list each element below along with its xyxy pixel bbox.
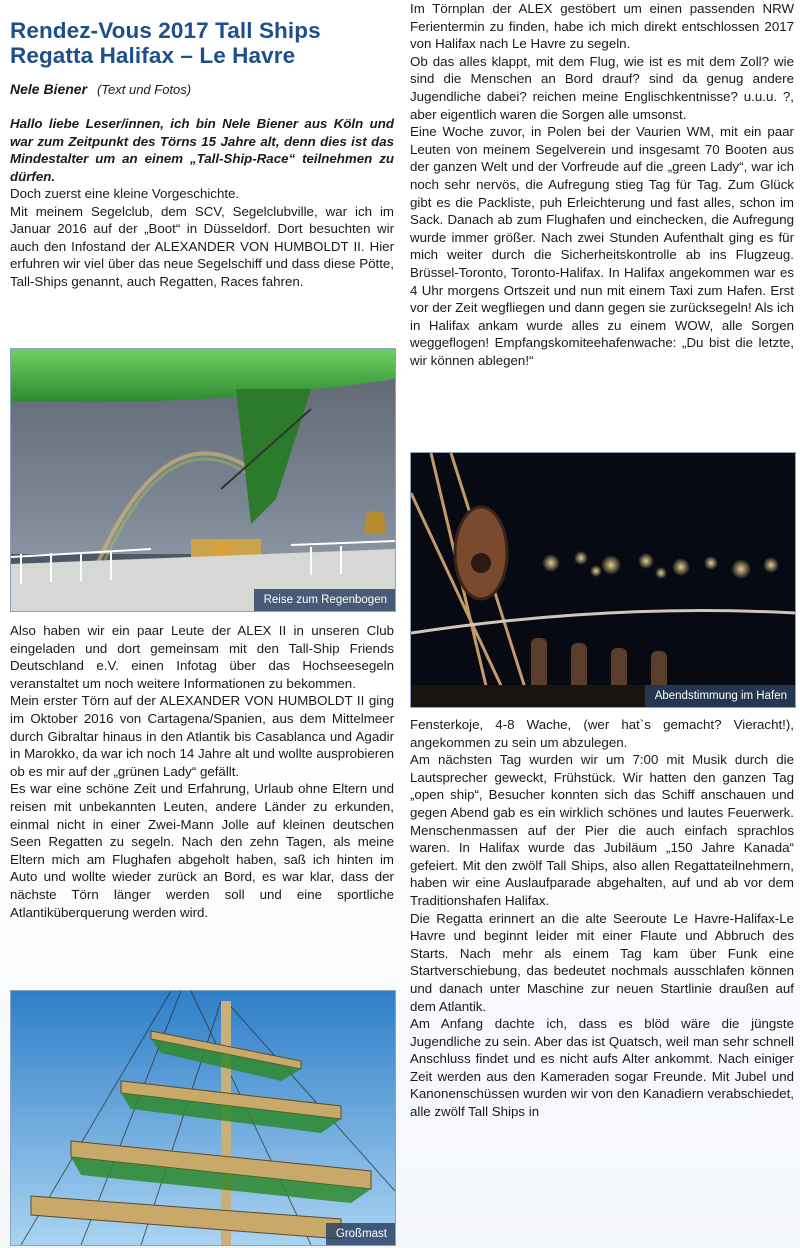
left-paragraph-2: Mit meinem Segelclub, dem SCV, Segelclubville, war ich im Januar 2016 auf der „Boot“ in Düsseldorf. Dort besuchten wir auch den Infostand der ALEXANDER VON HUMBOLDT II. Hier erfuhren wir viel über das neue Segelschiff und dass diese Pötte, Tall-Ships genannt, auch Regatten, Races fahren. [10, 203, 394, 289]
rainbow-photo-image [11, 349, 395, 611]
rainbow-photo [10, 348, 396, 612]
left-paragraph-1: Doch zuerst eine kleine Vorgeschichte. [10, 186, 240, 201]
left-paragraph-4: Mein erster Törn auf der ALEXANDER VON HUMBOLDT II ging im Oktober 2016 von Cartagena/Spanien, aus dem Mittelmeer durch Gibraltar hinaus in den Atlantik bis Casablanca und Agadir in Marokko, da war ich noch 14 Jahre alt und wollte ausprobieren ob es mir auf der „grünen Lady“ gefällt. [10, 693, 394, 779]
right-paragraph-6: Die Regatta erinnert an die alte Seeroute Le Havre-Halifax-Le Havre und beginnt leider mit einer Flaute und Abbruch des Starts. Nach mehr als einem Tag kam über Funk eine Startverschiebung, das bedeutet nochmals ausschlafen können und danach unter Maschine zur neuen Startlinie draußen auf dem Atlantik. [410, 910, 794, 1014]
harbor-photo [410, 452, 796, 708]
right-paragraph-5: Am nächsten Tag wurden wir um 7:00 mit Musik durch die Lautsprecher geweckt, Frühstück. Wir hatten den ganzen Tag „open ship“, Besucher konnten sich das Schiff anschauen und gegen Abend gab es ein wirklich schönes und lautes Feuerwerk. Menschenmassen auf der Pier die auch einfach sprachlos waren. In Halifax wurde das Jubiläum „150 Jahre Kanada“ gefeiert. Mit den zwölf Tall Ships, also allen Regattateilnehmern, haben wir eine Auslaufparade abgehalten, auf und ab vor dem Traditionshafen Halifax. [410, 752, 794, 908]
article-title [10, 18, 394, 68]
harbor-caption: Abendstimmung im Hafen [645, 685, 795, 707]
photo-credit: (Text und Fotos) [96, 82, 192, 97]
left-paragraph-5: Es war eine schöne Zeit und Erfahrung, Urlaub ohne Eltern und reisen mit unbekannten Leuten, andere Länder zu erkunden, einmal nicht in einer Zwei-Mann Jolle auf kleinen deutschen Seen Regatten zu segeln. Nach den zehn Tagen, als meine Eltern mich am Flughafen abgeholt haben, saß ich hinten im Auto und wollte wieder zurück an Bord, es war klar, dass der nächste Törn länger werden soll und eine sportliche Atlantiküberquerung werden wird. [10, 781, 394, 920]
right-paragraph-3: Eine Woche zuvor, in Polen bei der Vaurien WM, mit ein paar Leuten von meinem Segelverein und insgesamt 70 Booten aus der ganzen Welt und der Vorfreude auf die „green Lady“, war ich noch sehr nervös, die Aufregung stieg Tag für Tag. Zum Glück gibt es die Packliste, puh Erleichterung und fast alles, schon im Sack. Danach ab zum Flughafen und einchecken, die Aufregung wurde immer größer. Nach zwei Stunden Aufenthalt ging es für mich weiter durch die Sicherheitskontrolle ab ins Flugzeug. Brüssel-Toronto, Toronto-Halifax. In Halifax angekommen war es 4 Uhr morgens Ortszeit und nun mit einem Taxi zum Hafen. Erst vor der Zeit wegfliegen und dann gegen sie zurücksegeln! Als ich in Halifax ankam wurde alles zu einem WOW, alle Sorgen weggeflogen! Empfangskomiteehafenwache: „Du bist die letzte, wir können ablegen!“ [410, 124, 794, 368]
right-column [410, 0, 794, 369]
right-paragraph-4: Fensterkoje, 4-8 Wache, (wer hat`s gemacht? Vieracht!), angekommen zu sein um abzulegen. [410, 717, 794, 750]
author-name: Nele Biener [10, 81, 88, 97]
harbor-photo-image [411, 453, 795, 707]
right-column-lower [410, 716, 794, 1121]
left-column [10, 0, 394, 291]
right-paragraph-1: Im Törnplan der ALEX gestöbert um einen passenden NRW Ferientermin zu finden, habe ich mich direkt entschlossen 2017 von Halifax nach Le Havre zu segeln. [410, 1, 794, 52]
intro-paragraph: Hallo liebe Leser/innen, ich bin Nele Biener aus Köln und war zum Zeitpunkt des Törns 15 Jahre alt, denn dies ist das Mindestalter um an einem „Tall-Ship-Race“ teilnehmen zu dürfen. [10, 116, 394, 184]
byline [10, 80, 394, 99]
left-column-lower [10, 622, 394, 921]
left-paragraph-3: Also haben wir ein paar Leute der ALEX II in unseren Club eingeladen und dort gemeinsam mit den Tall-Ship Friends Deutschland e.V. einen Infotag über das Hochseesegeln veranstaltet um noch weitere Informationen zu bekommen. [10, 623, 394, 691]
rainbow-caption: Reise zum Regenbogen [254, 589, 395, 611]
article-title-line-1: Rendez-Vous 2017 Tall Ships [10, 18, 321, 43]
mast-photo-image [11, 991, 395, 1245]
article-title-line-2: Regatta Halifax – Le Havre [10, 43, 296, 68]
right-paragraph-2: Ob das alles klappt, mit dem Flug, wie ist es mit dem Zoll? wie sind die Menschen an Bord drauf? sind da genug andere Jugendliche dabei? reichen meine Englischkentnisse? u.u.u. ?, aber eigentlich waren die Sorgen alle umsonst. [410, 53, 794, 122]
right-paragraph-7: Am Anfang dachte ich, dass es blöd wäre die jüngste Jugendliche zu sein. Aber das ist Quatsch, weil man sehr schnell Anschluss findet und es nicht aufs Alter ankommt. Nach einiger Zeit werden aus den Kameraden sogar Freunde. Mit Jubel und Kanonenschüssen wurden wir von den Kanadiern verabschiedet, alle zwölf Tall Ships in [410, 1016, 794, 1120]
mast-caption: Großmast [326, 1223, 395, 1245]
mast-photo [10, 990, 396, 1246]
